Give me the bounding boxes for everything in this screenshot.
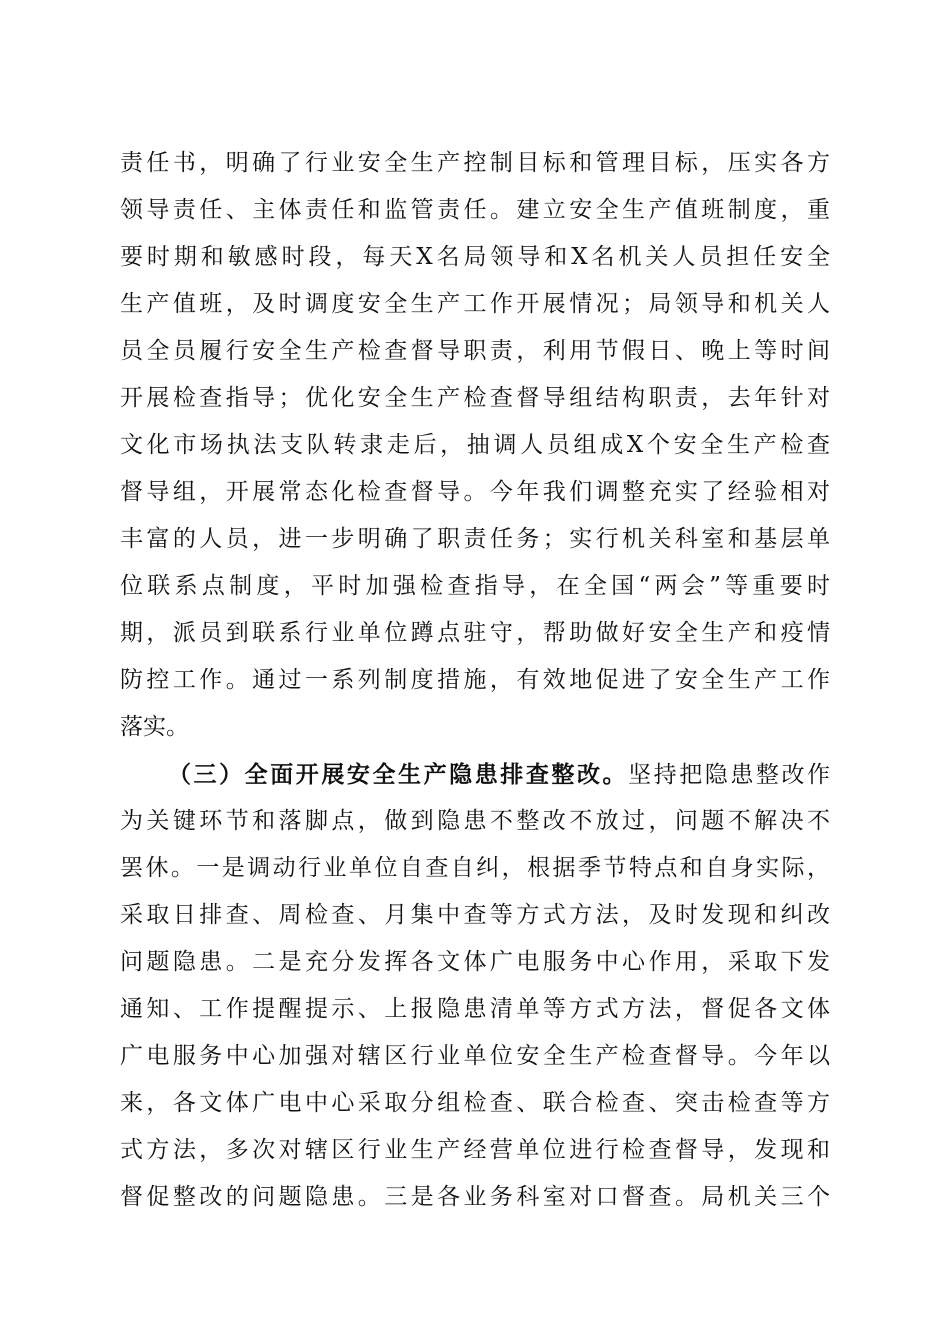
paragraph-line: 员全员履行安全生产检查督导职责，利用节假日、晚上等时间	[120, 338, 830, 364]
section-3-first-line	[120, 751, 830, 798]
paragraph-line: 采取日排查、周检查、月集中查等方式方法，及时发现和纠改	[120, 902, 830, 928]
paragraph-line: 罢休。一是调动行业单位自查自纠，根据季节特点和自身实际，	[120, 855, 830, 881]
section-3-heading: （三）全面开展安全生产隐患排查整改。	[168, 761, 629, 788]
paragraph-line: 为关键环节和落脚点，做到隐患不整改不放过，问题不解决不	[120, 808, 830, 834]
paragraph-line: 督促整改的问题隐患。三是各业务科室对口督查。局机关三个	[120, 1184, 830, 1210]
paragraph-line: 通知、工作提醒提示、上报隐患清单等方式方法，督促各文体	[120, 996, 830, 1022]
paragraph-responsibility	[120, 140, 830, 751]
paragraph-line: 领导责任、主体责任和监管责任。建立安全生产值班制度，重	[120, 197, 830, 223]
paragraph-line: 来，各文体广电中心采取分组检查、联合检查、突击检查等方	[120, 1090, 830, 1116]
paragraph-line: 广电服务中心加强对辖区行业单位安全生产检查督导。今年以	[120, 1043, 830, 1069]
paragraph-hazard-inspection	[120, 751, 830, 1221]
paragraph-line: 丰富的人员，进一步明确了职责任务；实行机关科室和基层单	[120, 526, 830, 552]
paragraph-line: 开展检查指导；优化安全生产检查督导组结构职责，去年针对	[120, 385, 830, 411]
paragraph-line: 要时期和敏感时段，每天X名局领导和X名机关人员担任安全	[120, 244, 830, 270]
section-3-first-line-text: 坚持把隐患整改作	[628, 762, 830, 788]
paragraph-line: 生产值班，及时调度安全生产工作开展情况；局领导和机关人	[120, 291, 830, 317]
paragraph-line: 问题隐患。二是充分发挥各文体广电服务中心作用，采取下发	[120, 949, 830, 975]
paragraph-line: 期，派员到联系行业单位蹲点驻守，帮助做好安全生产和疫情	[120, 620, 830, 646]
paragraph-line: 督导组，开展常态化检查督导。今年我们调整充实了经验相对	[120, 479, 830, 505]
paragraph-line: 责任书，明确了行业安全生产控制目标和管理目标，压实各方	[120, 150, 830, 176]
paragraph-line: 防控工作。通过一系列制度措施，有效地促进了安全生产工作	[120, 667, 830, 693]
paragraph-line: 落实。	[120, 714, 189, 740]
paragraph-line: 式方法，多次对辖区行业生产经营单位进行检查督导，发现和	[120, 1137, 830, 1163]
document-body	[120, 140, 830, 1221]
paragraph-line: 文化市场执法支队转隶走后，抽调人员组成X个安全生产检查	[120, 432, 830, 458]
paragraph-line: 位联系点制度，平时加强检查指导，在全国“两会”等重要时	[120, 573, 830, 599]
